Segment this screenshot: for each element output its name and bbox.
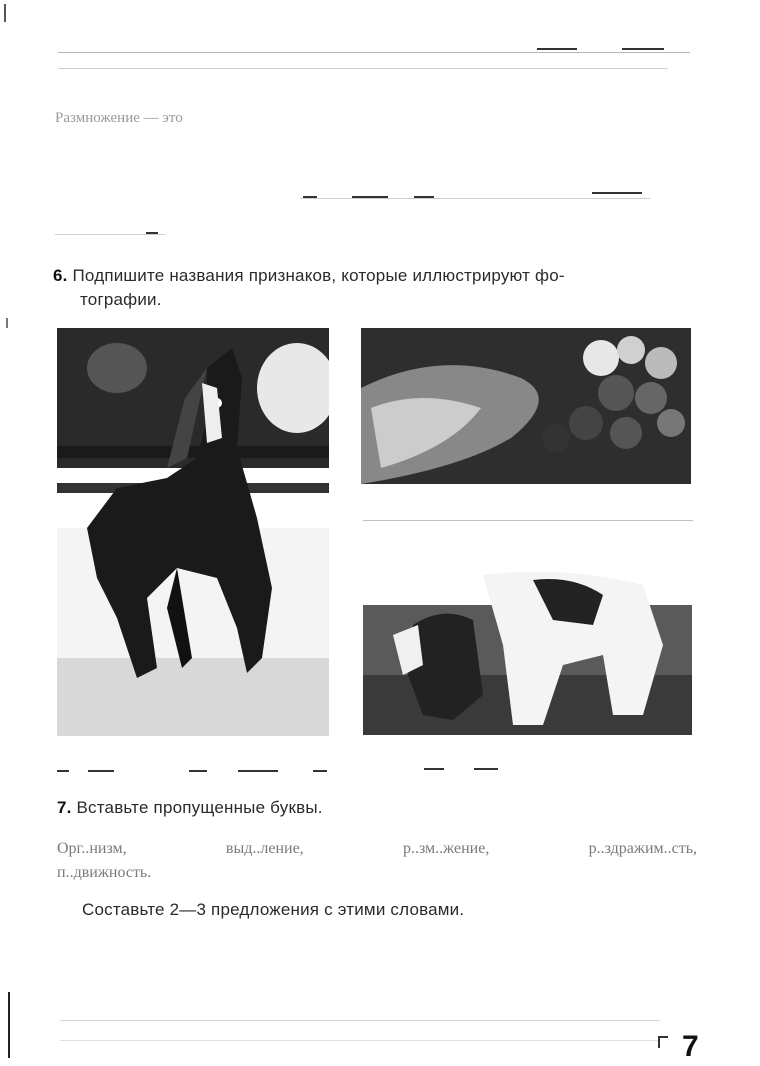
margin-mark [6,318,8,328]
word-reproduction: р..зм..жение, [402,840,490,857]
task-7-words-line-1 [57,836,697,862]
task-6-text: Подпишите названия признаков, которые иллюстрируют фо- [72,266,565,285]
task-6-number: 6. [53,266,68,285]
answer-line-mark [592,192,642,194]
answer-line-mark [622,48,664,50]
answer-line [55,234,165,235]
page-number: 7 [682,1030,699,1063]
cow-calf-photo [363,565,692,735]
task-7-heading [57,798,323,818]
task-7-text: Вставьте пропущенные буквы. [76,798,323,817]
answer-line [58,52,690,53]
caption-line-mark [424,768,444,770]
caption-line-mark [57,770,69,772]
caption-line-mark [88,770,114,772]
task-7-compose: Составьте 2—3 предложения с этими словами. [82,900,465,919]
word-excretion: выд..ление, [225,840,304,857]
answer-line [60,1040,660,1041]
task-7-words-line-2: п..движность. [57,864,152,881]
horse-photo [57,328,329,736]
margin-mark [8,992,10,1058]
caption-line [363,520,693,521]
definition-fragment: Размножение — это [55,110,183,126]
margin-mark [4,4,6,22]
word-irritability: р..здражим..сть, [588,840,698,857]
task-6-line-2: тографии. [80,290,162,309]
word-organism: Орг..низм, [57,840,127,857]
task-7-number: 7. [57,798,72,817]
caption-line-mark [474,768,498,770]
answer-line [60,1020,660,1021]
answer-line-mark [537,48,577,50]
grapes-photo [361,328,691,484]
answer-line [300,198,650,199]
page-corner-mark [658,1036,660,1048]
caption-line-mark [238,770,278,772]
caption-line-mark [313,770,327,772]
answer-line [58,68,668,69]
task-6-line-1 [53,266,565,286]
caption-line-mark [189,770,207,772]
